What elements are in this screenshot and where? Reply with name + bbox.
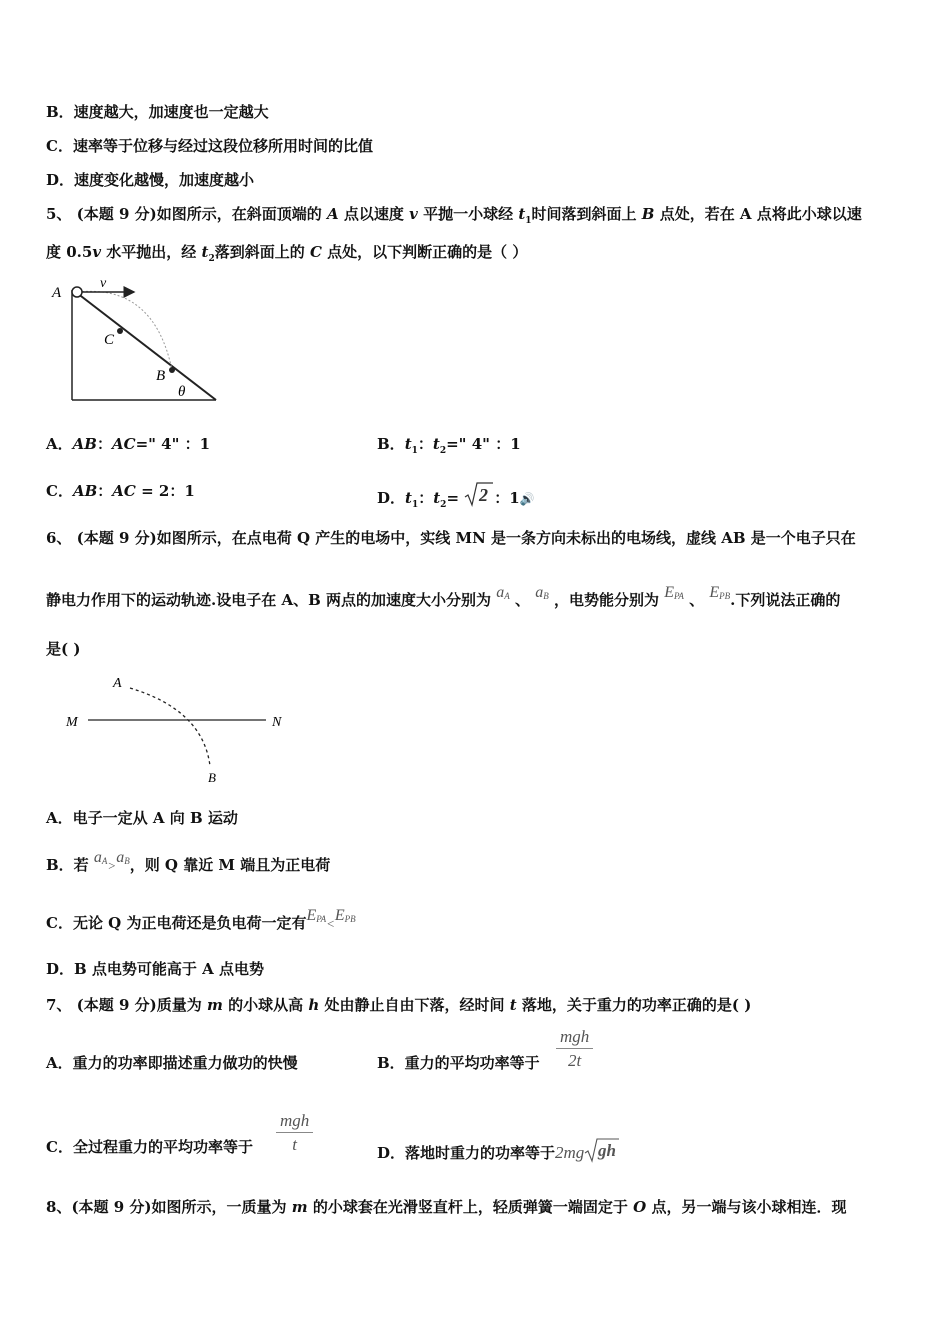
point-b-dot xyxy=(169,367,175,373)
q7-stem: 7、 (本题 9 分)质量为 m 的小球从高 h 处由静止自由下落，经时间 t 落地，关于重力的功率正确的是( ) xyxy=(46,996,752,1014)
ball-at-a xyxy=(72,287,82,297)
incline-line xyxy=(77,293,216,400)
sqrt-two-value: 2 xyxy=(479,485,489,505)
q5-option-c: C．AB：AC = 2：1 xyxy=(46,482,195,500)
sqrt-two-formula xyxy=(464,481,494,509)
q7-score-tag: (本题 9 分) xyxy=(76,996,157,1014)
q7-option-b: B．重力的平均功率等于 xyxy=(377,1054,540,1072)
q6-option-c: C．无论 Q 为正电荷还是负电荷一定有$E^{PA}<E^{PB}$ xyxy=(46,907,356,932)
label-v: v xyxy=(100,276,107,291)
speaker-icon: 🔊 xyxy=(519,492,535,506)
q6-stem-line2: 静电力作用下的运动轨迹.设电子在 A、B 两点的加速度大小分别为 $a^A$ 、 $a^B$ ，电势能分别为 $E^{PA}$ 、 $E^{PB}$.下列说法正确的 xyxy=(46,584,841,609)
q6-stem-line1: 6、 (本题 9 分)如图所示，在点电荷 Q 产生的电场中，实线 MN 是一条方向未标出的电场线，虚线 AB 是一个电子只在 xyxy=(46,529,856,547)
q5-option-d: D．$t_1$：$t_2=$ 2 ：1🔊 xyxy=(377,481,535,511)
q7-option-d: D．落地时重力的功率等于2mg gh xyxy=(377,1137,620,1165)
q8-score-tag: (本题 9 分) xyxy=(71,1198,152,1216)
trajectory-ab xyxy=(130,688,210,766)
q5-option-b: B．$t_1$：$t_2=$" 4" ：1 xyxy=(377,435,521,456)
q4-option-c: C．速率等于位移与经过这段位移所用时间的比值 xyxy=(46,137,373,155)
q5-number: 5、 xyxy=(46,205,72,223)
point-c-dot xyxy=(117,328,123,334)
q7-number: 7、 xyxy=(46,996,72,1014)
q4-option-d: D．速度变化越慢，加速度越小 xyxy=(46,171,255,189)
q5-stem-line1: 5、 (本题 9 分)如图所示，在斜面顶端的 A 点以速度 v 平抛一小球经 $t_1$时间落到斜面上 B 点处，若在 A 点将此小球以速 xyxy=(46,205,862,226)
q4-option-b: B．速度越大，加速度也一定越大 xyxy=(46,103,269,121)
label-m: M xyxy=(66,715,78,730)
q7-option-a: A．重力的功率即描述重力做功的快慢 xyxy=(46,1054,298,1072)
q8-stem: 8、(本题 9 分)如图所示，一质量为 m 的小球套在光滑竖直杆上，轻质弹簧一端固定于 O 点，另一端与该小球相连．现 xyxy=(46,1198,847,1216)
label-b: B xyxy=(208,770,216,785)
label-a: A xyxy=(113,676,122,691)
q6-option-a: A．电子一定从 A 向 B 运动 xyxy=(46,809,238,827)
q5-incline-figure xyxy=(44,276,224,406)
q6-field-line-figure xyxy=(58,670,298,788)
q5-option-a: A．AB：AC=" 4" ：1 xyxy=(46,435,211,453)
sqrt-gh-value: gh xyxy=(598,1141,617,1160)
label-b: B xyxy=(156,368,166,384)
q7-option-b-fraction: mgh 2t xyxy=(556,1026,593,1073)
q6-option-d: D．B 点电势可能高于 A 点电势 xyxy=(46,960,264,978)
label-c: C xyxy=(104,332,115,348)
q5-score-tag: (本题 9 分) xyxy=(76,205,157,223)
q8-number: 8、 xyxy=(46,1198,72,1216)
q7-option-c: C．全过程重力的平均功率等于 xyxy=(46,1138,253,1156)
q7-option-c-fraction: mgh t xyxy=(276,1110,313,1157)
q6-number: 6、 xyxy=(46,529,72,547)
sqrt-gh-formula xyxy=(584,1137,620,1165)
label-n: N xyxy=(272,715,282,730)
q6-stem-line3: 是( ) xyxy=(46,640,81,658)
q5-stem-line2: 度 0.5v 水平抛出，经 $t_2$落到斜面上的 C 点处，以下判断正确的是（ ） xyxy=(46,243,528,264)
q6-option-b: B．若 $a^A>a^B$，则 Q 靠近 M 端且为正电荷 xyxy=(46,849,331,874)
q6-score-tag: (本题 9 分) xyxy=(76,529,157,547)
label-theta: θ xyxy=(178,384,186,400)
label-a: A xyxy=(52,285,62,301)
